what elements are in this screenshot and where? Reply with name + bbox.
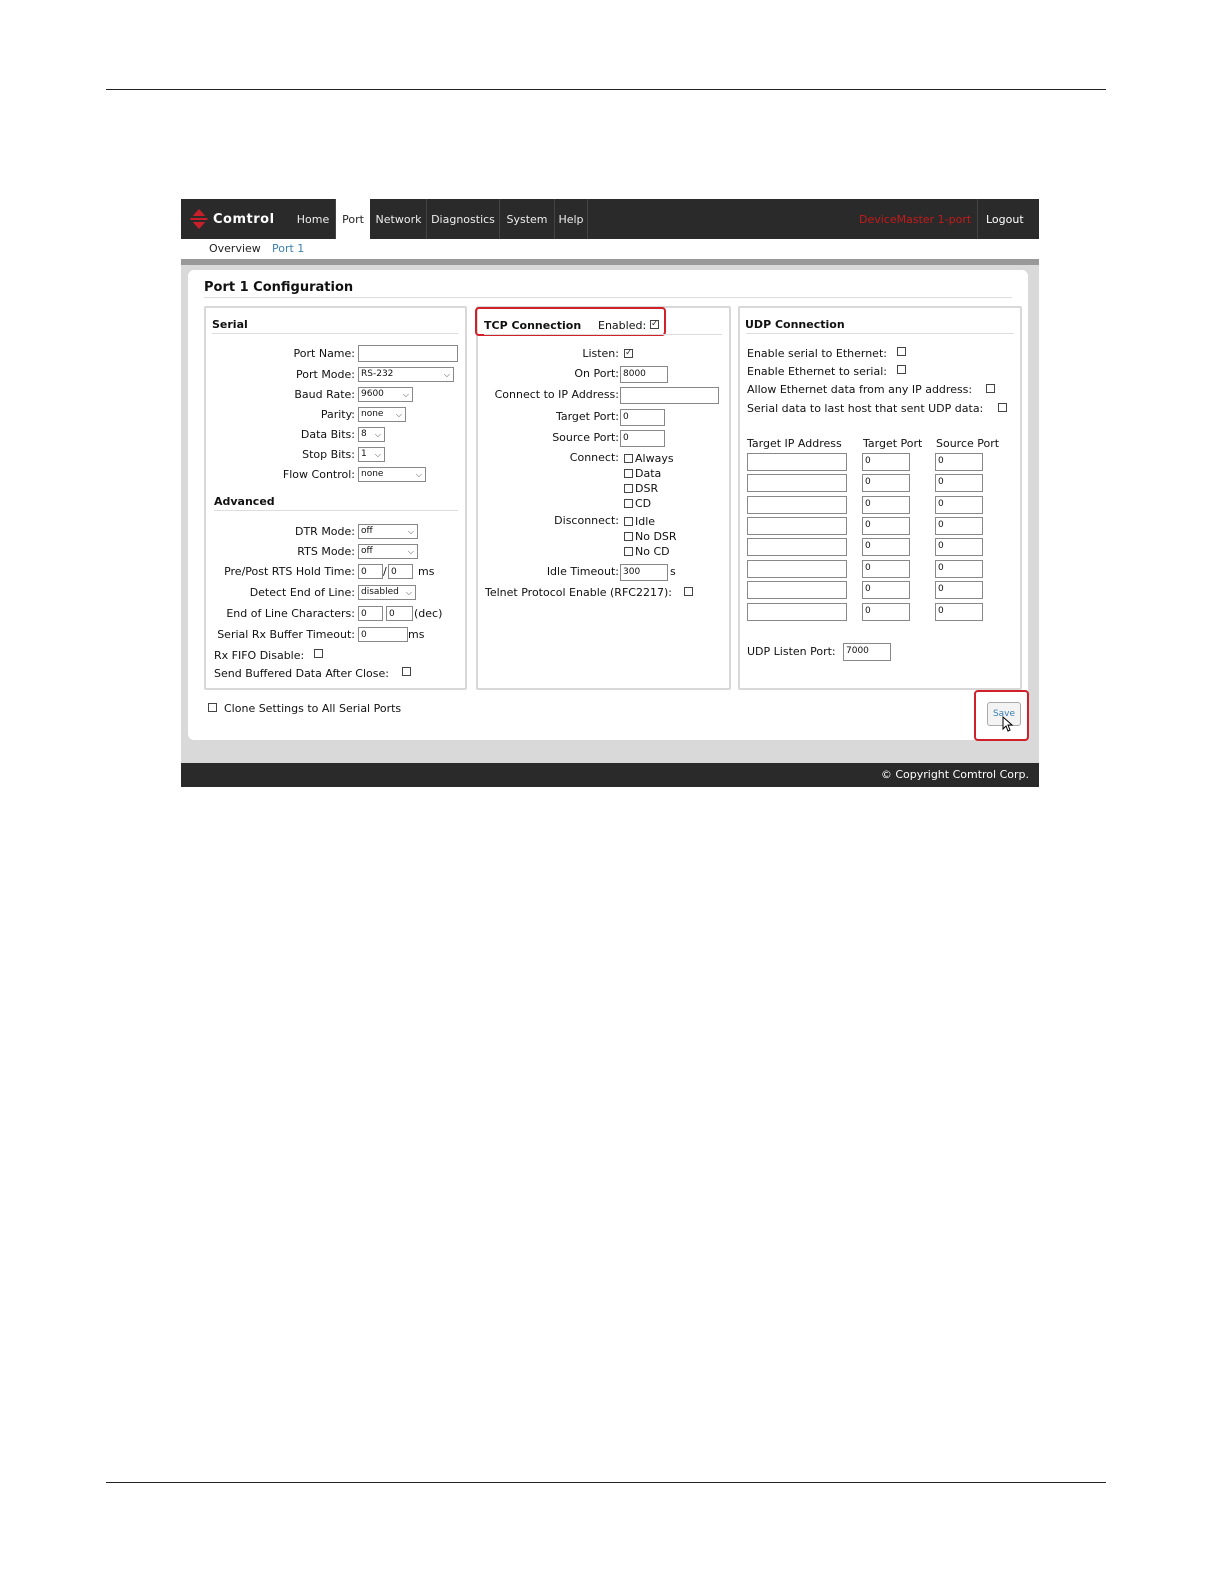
udp-target-port-input[interactable]: 0 xyxy=(862,474,910,492)
udp-target-ip-input[interactable] xyxy=(747,453,847,471)
config-card xyxy=(188,270,1028,740)
udp-heading: UDP Connection xyxy=(745,318,845,331)
stop-bits-label: Stop Bits: xyxy=(302,448,355,461)
udp-target-ip-input[interactable] xyxy=(747,560,847,578)
footer-bar xyxy=(181,763,1039,787)
rx-fifo-checkbox[interactable] xyxy=(314,649,323,658)
device-name: DeviceMaster 1-port xyxy=(859,213,972,226)
page-title: Port 1 Configuration xyxy=(204,280,354,295)
disconnect-idle-label: Idle xyxy=(635,515,656,528)
chevron-down-icon: ⌵ xyxy=(405,588,412,597)
brand-name: Comtrol xyxy=(213,211,275,227)
eol-chars-label: End of Line Characters: xyxy=(226,607,355,620)
connect-cd-label: CD xyxy=(635,497,652,510)
connect-data-label: Data xyxy=(635,467,662,480)
idle-timeout-unit: s xyxy=(670,565,676,578)
eol-char-1-input[interactable]: 0 xyxy=(358,606,383,621)
telnet-label: Telnet Protocol Enable (RFC2217): xyxy=(485,586,672,599)
nav-separator xyxy=(587,199,588,239)
port-name-label: Port Name: xyxy=(293,347,355,360)
chevron-down-icon: ⌵ xyxy=(415,470,422,479)
udp-target-ip-input[interactable] xyxy=(747,496,847,514)
connect-cd-checkbox[interactable] xyxy=(624,499,633,508)
rts-hold-unit: ms xyxy=(418,565,435,578)
udp-last-host-checkbox[interactable] xyxy=(998,403,1007,412)
rx-timeout-unit: ms xyxy=(408,628,425,641)
dtr-mode-select[interactable] xyxy=(358,524,418,539)
parity-value: none xyxy=(361,409,384,419)
listen-checkbox[interactable]: ✓ xyxy=(625,348,633,358)
on-port-label: On Port: xyxy=(574,367,619,380)
udp-any-ip-label: Allow Ethernet data from any IP address: xyxy=(747,383,973,396)
udp-source-port-input[interactable]: 0 xyxy=(935,603,983,621)
baud-rate-select[interactable] xyxy=(358,387,413,402)
tcp-panel xyxy=(476,306,731,690)
eol-char-2-input[interactable]: 0 xyxy=(386,606,413,621)
subnav-overview[interactable]: Overview xyxy=(209,242,261,255)
baud-rate-value: 9600 xyxy=(361,389,384,399)
udp-target-port-input[interactable]: 0 xyxy=(862,581,910,599)
udp-source-port-input[interactable]: 0 xyxy=(935,560,983,578)
baud-rate-label: Baud Rate: xyxy=(294,388,355,401)
rts-mode-select[interactable] xyxy=(358,544,418,559)
flow-control-label: Flow Control: xyxy=(282,468,355,481)
logout-button[interactable]: Logout xyxy=(986,213,1024,226)
parity-select[interactable] xyxy=(358,407,406,422)
udp-ethernet-to-serial-label: Enable Ethernet to serial: xyxy=(747,365,887,378)
listen-label: Listen: xyxy=(582,347,619,360)
rts-mode-value: off xyxy=(361,546,373,556)
udp-source-port-input[interactable]: 0 xyxy=(935,517,983,535)
rx-timeout-label: Serial Rx Buffer Timeout: xyxy=(217,628,355,641)
port-mode-value: RS-232 xyxy=(361,369,394,379)
udp-target-ip-input[interactable] xyxy=(747,474,847,492)
disconnect-label: Disconnect: xyxy=(554,514,619,527)
header-shadow-band xyxy=(181,259,1039,265)
tcp-heading-divider xyxy=(484,334,722,335)
save-button[interactable]: Save xyxy=(987,702,1021,726)
udp-col-target-ip: Target IP Address xyxy=(747,437,842,450)
nav-help[interactable]: Help xyxy=(558,213,584,226)
udp-target-ip-input[interactable] xyxy=(747,603,847,621)
udp-ethernet-to-serial-checkbox[interactable] xyxy=(897,365,906,374)
target-port-label: Target Port: xyxy=(555,410,619,423)
udp-source-port-input[interactable]: 0 xyxy=(935,496,983,514)
advanced-heading-divider xyxy=(214,510,458,511)
udp-target-port-input[interactable]: 0 xyxy=(862,517,910,535)
subnav-port-1[interactable]: Port 1 xyxy=(272,242,305,255)
browser-screenshot xyxy=(181,199,1039,787)
nav-system[interactable]: System xyxy=(506,213,548,226)
nav-diagnostics[interactable]: Diagnostics xyxy=(431,213,495,226)
udp-panel xyxy=(738,306,1022,690)
data-bits-select[interactable] xyxy=(358,427,385,442)
idle-timeout-input[interactable]: 300 xyxy=(620,564,668,581)
udp-source-port-input[interactable]: 0 xyxy=(935,474,983,492)
nav-port[interactable]: Port xyxy=(336,199,370,239)
udp-target-port-input[interactable]: 0 xyxy=(862,538,910,556)
connect-label: Connect: xyxy=(569,451,619,464)
tcp-enabled-checkbox[interactable]: ✓ xyxy=(651,319,659,329)
clone-settings-label: Clone Settings to All Serial Ports xyxy=(224,702,402,715)
comtrol-diamond-icon xyxy=(189,208,209,230)
dtr-mode-label: DTR Mode: xyxy=(294,525,355,538)
tcp-heading: TCP Connection xyxy=(484,319,582,332)
udp-col-target-port: Target Port xyxy=(863,437,923,450)
udp-any-ip-checkbox[interactable] xyxy=(986,384,995,393)
flow-control-value: none xyxy=(361,469,384,479)
title-divider xyxy=(204,297,1012,298)
page-bottom-rule xyxy=(106,1482,1106,1483)
connect-always-checkbox[interactable] xyxy=(624,454,633,463)
udp-target-ip-input[interactable] xyxy=(747,581,847,599)
tcp-source-port-input[interactable]: 0 xyxy=(620,430,665,447)
dtr-mode-value: off xyxy=(361,526,373,536)
comtrol-logo xyxy=(189,208,275,230)
udp-listen-port-input[interactable]: 7000 xyxy=(843,643,891,661)
connect-ip-input[interactable] xyxy=(620,387,719,404)
disconnect-no-dsr-label: No DSR xyxy=(635,530,677,543)
chevron-down-icon: ⌵ xyxy=(374,450,381,459)
chevron-down-icon: ⌵ xyxy=(407,527,414,536)
chevron-down-icon: ⌵ xyxy=(443,370,450,379)
chevron-down-icon: ⌵ xyxy=(407,547,414,556)
send-buffered-checkbox[interactable] xyxy=(402,667,411,676)
port-mode-select[interactable] xyxy=(358,367,454,382)
chevron-down-icon: ⌵ xyxy=(402,390,409,399)
disconnect-no-dsr-checkbox[interactable] xyxy=(624,532,633,541)
chevron-down-icon: ⌵ xyxy=(374,430,381,439)
rx-fifo-label: Rx FIFO Disable: xyxy=(214,649,305,662)
udp-source-port-input[interactable]: 0 xyxy=(935,538,983,556)
udp-source-port-input[interactable]: 0 xyxy=(935,453,983,471)
udp-target-ip-input[interactable] xyxy=(747,538,847,556)
source-port-label: Source Port: xyxy=(552,431,619,444)
udp-target-port-input[interactable]: 0 xyxy=(862,453,910,471)
connect-ip-label: Connect to IP Address: xyxy=(494,388,619,401)
advanced-heading: Advanced xyxy=(214,495,275,508)
parity-label: Parity: xyxy=(320,408,355,421)
serial-panel xyxy=(204,306,467,690)
stop-bits-value: 1 xyxy=(361,449,367,459)
connect-dsr-checkbox[interactable] xyxy=(624,484,633,493)
telnet-checkbox[interactable] xyxy=(684,587,693,596)
detect-eol-select[interactable] xyxy=(358,585,416,600)
udp-listen-port-label: UDP Listen Port: xyxy=(747,645,836,658)
udp-col-source-port: Source Port xyxy=(936,437,1000,450)
udp-heading-divider xyxy=(746,333,1014,334)
connect-dsr-label: DSR xyxy=(635,482,659,495)
rts-hold-pre-input[interactable]: 0 xyxy=(358,564,383,579)
udp-serial-to-ethernet-checkbox[interactable] xyxy=(897,347,906,356)
rts-mode-label: RTS Mode: xyxy=(297,545,355,558)
port-name-input[interactable] xyxy=(358,345,458,362)
connect-data-checkbox[interactable] xyxy=(624,469,633,478)
tcp-highlight-box xyxy=(475,307,666,336)
data-bits-label: Data Bits: xyxy=(300,428,355,441)
stop-bits-select[interactable] xyxy=(358,447,385,462)
port-mode-label: Port Mode: xyxy=(296,368,355,381)
rts-hold-post-input[interactable]: 0 xyxy=(388,564,413,579)
rx-timeout-input[interactable]: 0 xyxy=(358,627,408,642)
udp-target-port-input[interactable]: 0 xyxy=(862,603,910,621)
eol-chars-unit: (dec) xyxy=(414,607,443,620)
data-bits-value: 8 xyxy=(361,429,367,439)
nav-separator xyxy=(977,199,978,239)
tcp-target-port-input[interactable]: 0 xyxy=(620,409,665,426)
disconnect-no-cd-label: No CD xyxy=(635,545,670,558)
serial-heading: Serial xyxy=(212,318,248,331)
disconnect-idle-checkbox[interactable] xyxy=(624,517,633,526)
rts-hold-separator: / xyxy=(383,565,387,578)
serial-heading-divider xyxy=(212,333,458,334)
page-top-rule xyxy=(106,89,1106,90)
rts-hold-label: Pre/Post RTS Hold Time: xyxy=(224,565,355,578)
udp-target-port-input[interactable]: 0 xyxy=(862,496,910,514)
udp-last-host-label: Serial data to last host that sent UDP data: xyxy=(747,402,984,415)
idle-timeout-label: Idle Timeout: xyxy=(546,565,619,578)
connect-always-label: Always xyxy=(635,452,674,465)
udp-serial-to-ethernet-label: Enable serial to Ethernet: xyxy=(747,347,887,360)
udp-target-port-input[interactable]: 0 xyxy=(862,560,910,578)
nav-home[interactable]: Home xyxy=(296,213,330,226)
nav-network[interactable]: Network xyxy=(375,213,422,226)
copyright-text: © Copyright Comtrol Corp. xyxy=(880,768,1029,781)
detect-eol-value: disabled xyxy=(361,587,399,597)
send-buffered-label: Send Buffered Data After Close: xyxy=(214,667,389,680)
sub-nav xyxy=(181,239,1039,259)
on-port-input[interactable]: 8000 xyxy=(620,366,668,383)
mouse-cursor-icon xyxy=(1002,716,1014,732)
disconnect-no-cd-checkbox[interactable] xyxy=(624,547,633,556)
detect-eol-label: Detect End of Line: xyxy=(249,586,355,599)
tcp-enabled-label: Enabled: xyxy=(598,319,647,332)
chevron-down-icon: ⌵ xyxy=(395,410,402,419)
udp-target-ip-input[interactable] xyxy=(747,517,847,535)
udp-source-port-input[interactable]: 0 xyxy=(935,581,983,599)
clone-settings-checkbox[interactable] xyxy=(208,703,217,712)
top-nav-bar xyxy=(181,199,1039,239)
flow-control-select[interactable] xyxy=(358,467,426,482)
